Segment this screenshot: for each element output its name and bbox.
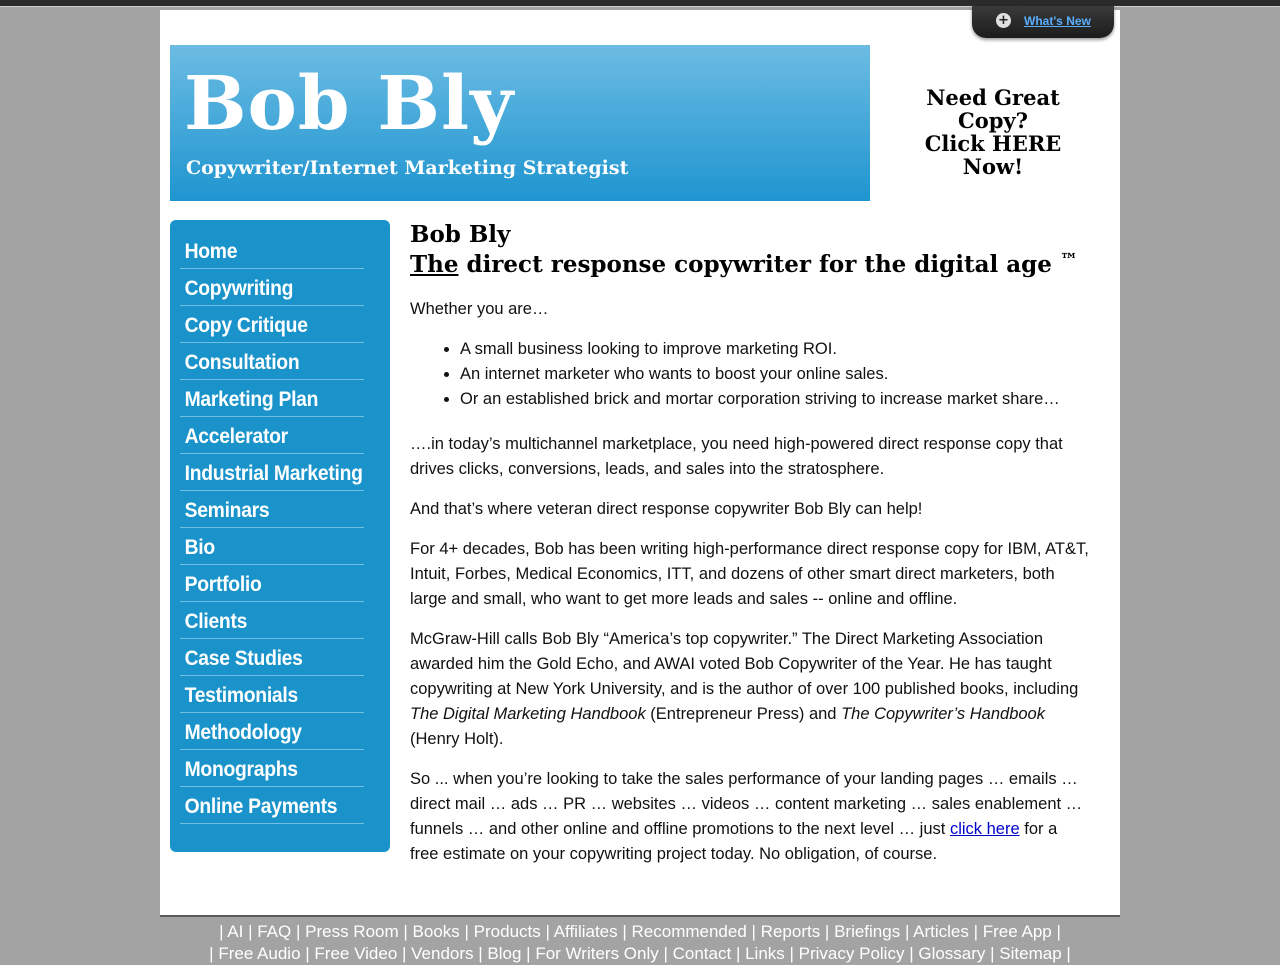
footer-link-books[interactable]: Books bbox=[412, 922, 460, 941]
site-title: Bob Bly bbox=[184, 61, 515, 147]
sidebar-item-copywriting[interactable] bbox=[180, 269, 364, 306]
page-bottom-border bbox=[160, 915, 1120, 917]
sidebar-item-bio[interactable] bbox=[180, 528, 364, 565]
footer-link-products[interactable]: Products bbox=[473, 922, 541, 941]
footer-link-recommended[interactable]: Recommended bbox=[631, 922, 747, 941]
text: So ... when you’re looking to take the sales performance of your landing pages … emails … direct mail … ads … PR … websites … videos … content marketing … sales enablement … funnels … and other online and offline promotions to the next level … just bbox=[410, 770, 1083, 838]
sidebar-item-methodology[interactable] bbox=[180, 713, 364, 750]
sidebar-item-testimonials[interactable] bbox=[180, 676, 364, 713]
sidebar-item-marketing-plan[interactable] bbox=[180, 380, 364, 417]
footer-link-affiliates[interactable]: Affiliates bbox=[553, 922, 618, 941]
heading-rest: direct response copywriter for the digital age bbox=[458, 251, 1052, 278]
footer-link-briefings[interactable]: Briefings bbox=[834, 922, 901, 941]
footer-link-faq[interactable]: FAQ bbox=[257, 922, 292, 941]
promo-line: Click HERE bbox=[924, 131, 1062, 156]
promo-callout[interactable] bbox=[910, 86, 1076, 178]
sidebar-item-label: Consultation bbox=[184, 351, 300, 374]
sidebar-item-label: Industrial Marketing bbox=[184, 462, 363, 485]
sidebar-item-label: Online Payments bbox=[184, 795, 338, 818]
text: McGraw-Hill calls Bob Bly “America’s top copywriter.” The Direct Marketing Association awarded him the Gold Echo, and AWAI voted Bob Copywriter of the Year. He has taught copywriting at New York University, and is the author of over 100 published books, including bbox=[410, 630, 1079, 698]
sidebar-item-label: Accelerator bbox=[184, 425, 288, 448]
audience-list bbox=[410, 337, 1090, 412]
paragraph: ….in today’s multichannel marketplace, you need high-powered direct response copy that drives clicks, conversions, leads, and sales into the stratosphere. bbox=[410, 435, 1063, 478]
site-tagline: Copywriter/Internet Marketing Strategist bbox=[186, 157, 629, 179]
sidebar-item-label: Copywriting bbox=[184, 277, 294, 300]
page-heading bbox=[410, 222, 1090, 278]
footer-link-links[interactable]: Links bbox=[745, 944, 785, 963]
paragraph: And that’s where veteran direct response copywriter Bob Bly can help! bbox=[410, 500, 923, 518]
sidebar-item-portfolio[interactable] bbox=[180, 565, 364, 602]
text: for a free estimate on your copywriting project today. No obligation, of course. bbox=[410, 820, 1058, 863]
text: (Henry Holt). bbox=[410, 730, 504, 748]
sidebar-item-label: Methodology bbox=[184, 721, 302, 744]
plus-icon: + bbox=[996, 13, 1011, 28]
footer-link-ai[interactable]: AI bbox=[227, 922, 244, 941]
promo-line: Now! bbox=[962, 154, 1024, 179]
footer-link-free-video[interactable]: Free Video bbox=[314, 944, 398, 963]
click-here-link[interactable]: click here bbox=[949, 820, 1020, 838]
sidebar-item-label: Seminars bbox=[184, 499, 270, 522]
trademark: ™ bbox=[1059, 250, 1078, 271]
sidebar-item-label: Copy Critique bbox=[184, 314, 308, 337]
sidebar-item-monographs[interactable] bbox=[180, 750, 364, 787]
sidebar-item-industrial-marketing[interactable] bbox=[180, 454, 364, 491]
promo-line: Need Great bbox=[926, 85, 1060, 110]
text: (Entrepreneur Press) and bbox=[645, 705, 842, 723]
footer-link-blog[interactable]: Blog bbox=[487, 944, 522, 963]
paragraph bbox=[410, 767, 1090, 867]
sidebar-item-home[interactable] bbox=[180, 232, 364, 269]
footer-link-free-audio[interactable]: Free Audio bbox=[218, 944, 301, 963]
list-item: • Or an established brick and mortar corporation striving to increase market share… bbox=[460, 387, 1090, 412]
footer-link-free-app[interactable]: Free App bbox=[982, 922, 1052, 941]
sidebar-item-label: Home bbox=[184, 240, 238, 263]
heading-name: Bob Bly bbox=[410, 221, 511, 248]
footer-links bbox=[160, 921, 1120, 965]
paragraph: For 4+ decades, Bob has been writing high-performance direct response copy for IBM, AT&T, Intuit, Forbes, Medical Economics, ITT, and dozens of other smart direct marketers, both large and small, who want to get more leads and sales -- online and offline. bbox=[410, 540, 1089, 608]
whats-new-tab[interactable] bbox=[972, 6, 1114, 38]
sidebar-item-copy-critique[interactable] bbox=[180, 306, 364, 343]
sidebar-item-accelerator[interactable] bbox=[180, 417, 364, 454]
sidebar-item-label: Clients bbox=[184, 610, 248, 633]
sidebar-item-label: Bio bbox=[184, 536, 215, 559]
promo-line: Copy? bbox=[958, 108, 1028, 133]
footer-link-privacy-policy[interactable]: Privacy Policy bbox=[798, 944, 905, 963]
sidebar-item-label: Case Studies bbox=[184, 647, 303, 670]
footer-link-vendors[interactable]: Vendors bbox=[411, 944, 474, 963]
sidebar-item-label: Portfolio bbox=[184, 573, 262, 596]
book-title: The Copywriter’s Handbook bbox=[841, 705, 1045, 723]
footer-link-reports[interactable]: Reports bbox=[760, 922, 821, 941]
intro-text: Whether you are… bbox=[410, 300, 549, 318]
footer-link-press-room[interactable]: Press Room bbox=[305, 922, 399, 941]
footer-link-for-writers-only[interactable]: For Writers Only bbox=[535, 944, 659, 963]
footer-row: | Free Audio | Free Video | Vendors | Blog | For Writers Only | Contact | Links | Privacy Policy | Glossary | Sitemap | bbox=[209, 944, 1071, 963]
sidebar-item-label: Marketing Plan bbox=[184, 388, 319, 411]
sidebar-item-online-payments[interactable] bbox=[180, 787, 364, 824]
header-banner[interactable] bbox=[170, 45, 870, 201]
sidebar-item-label: Monographs bbox=[184, 758, 298, 781]
main-content bbox=[410, 222, 1090, 882]
heading-the: The bbox=[410, 251, 459, 278]
sidebar-item-clients[interactable] bbox=[180, 602, 364, 639]
sidebar-item-seminars[interactable] bbox=[180, 491, 364, 528]
whats-new-link[interactable]: What's New bbox=[1024, 14, 1091, 28]
sidebar-item-label: Testimonials bbox=[184, 684, 298, 707]
footer-row: | AI | FAQ | Press Room | Books | Products | Affiliates | Recommended | Reports | Briefings | Articles | Free App | bbox=[219, 922, 1061, 941]
list-item: • An internet marketer who wants to boost your online sales. bbox=[460, 362, 1090, 387]
sidebar-nav bbox=[170, 220, 390, 852]
paragraph bbox=[410, 627, 1090, 752]
sidebar-item-case-studies[interactable] bbox=[180, 639, 364, 676]
footer-link-articles[interactable]: Articles bbox=[913, 922, 969, 941]
footer-link-sitemap[interactable]: Sitemap bbox=[999, 944, 1062, 963]
footer-link-glossary[interactable]: Glossary bbox=[918, 944, 986, 963]
list-item: • A small business looking to improve marketing ROI. bbox=[460, 337, 1090, 362]
book-title: The Digital Marketing Handbook bbox=[410, 705, 646, 723]
sidebar-item-consultation[interactable] bbox=[180, 343, 364, 380]
footer-link-contact[interactable]: Contact bbox=[672, 944, 732, 963]
